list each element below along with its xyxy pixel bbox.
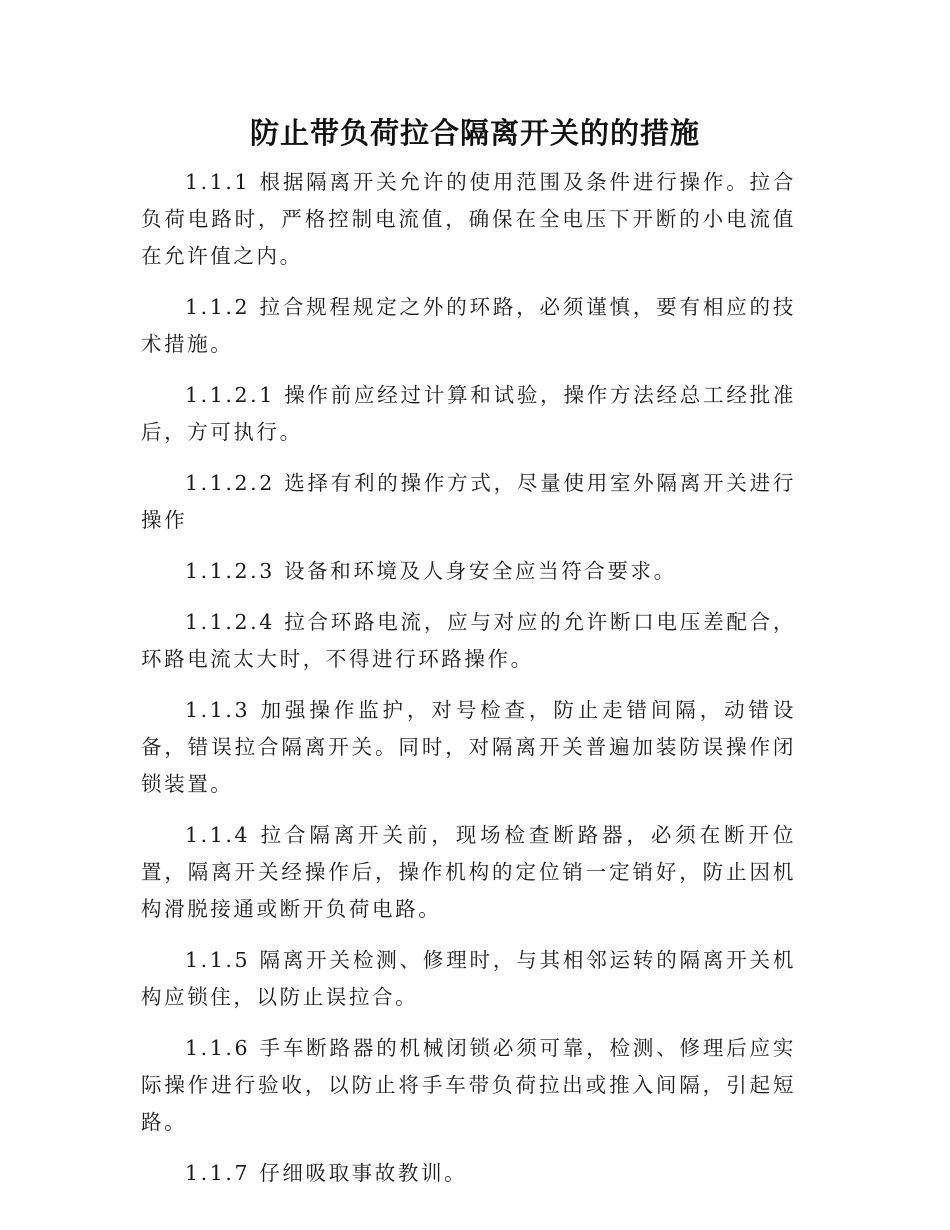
paragraph-1-1-5: 1.1.5 隔离开关检测、修理时，与其相邻运转的隔离开关机构应锁住，以防止误拉合。: [141, 948, 796, 1009]
paragraph-1-1-1: 1.1.1 根据隔离开关允许的使用范围及条件进行操作。拉合负荷电路时，严格控制电流值，确保在全电压下开断的小电流值在允许值之内。: [141, 170, 796, 268]
document-body: [141, 164, 796, 1206]
paragraph-1-1-4: 1.1.4 拉合隔离开关前，现场检查断路器，必须在断开位置，隔离开关经操作后，操作机构的定位销一定销好，防止因机构滑脱接通或断开负荷电路。: [141, 823, 796, 921]
paragraph-1-1-2-2: 1.1.2.2 选择有利的操作方式，尽量使用室外隔离开关进行操作: [141, 471, 796, 532]
paragraph-1-1-7: 1.1.7 仔细吸取事故教训。: [185, 1161, 468, 1185]
document-title: 防止带负荷拉合隔离开关的的措施: [249, 116, 700, 150]
paragraph-1-1-2-1: 1.1.2.1 操作前应经过计算和试验，操作方法经总工经批准后，方可执行。: [141, 383, 796, 444]
paragraph-1-1-6: 1.1.6 手车断路器的机械闭锁必须可靠，检测、修理后应实际操作进行验收，以防止将手车带负荷拉出或推入间隔，引起短路。: [141, 1036, 796, 1134]
paragraph-1-1-2-4: 1.1.2.4 拉合环路电流，应与对应的允许断口电压差配合，环路电流太大时，不得进行环路操作。: [141, 610, 796, 671]
paragraph-1-1-2: 1.1.2 拉合规程规定之外的环路，必须谨慎，要有相应的技术措施。: [141, 295, 796, 356]
paragraph-1-1-3: 1.1.3 加强操作监护，对号检查，防止走错间隔，动错设备，错误拉合隔离开关。同时，对隔离开关普遍加装防误操作闭锁装置。: [141, 698, 796, 796]
paragraph-1-1-2-3: 1.1.2.3 设备和环境及人身安全应当符合要求。: [185, 559, 677, 583]
